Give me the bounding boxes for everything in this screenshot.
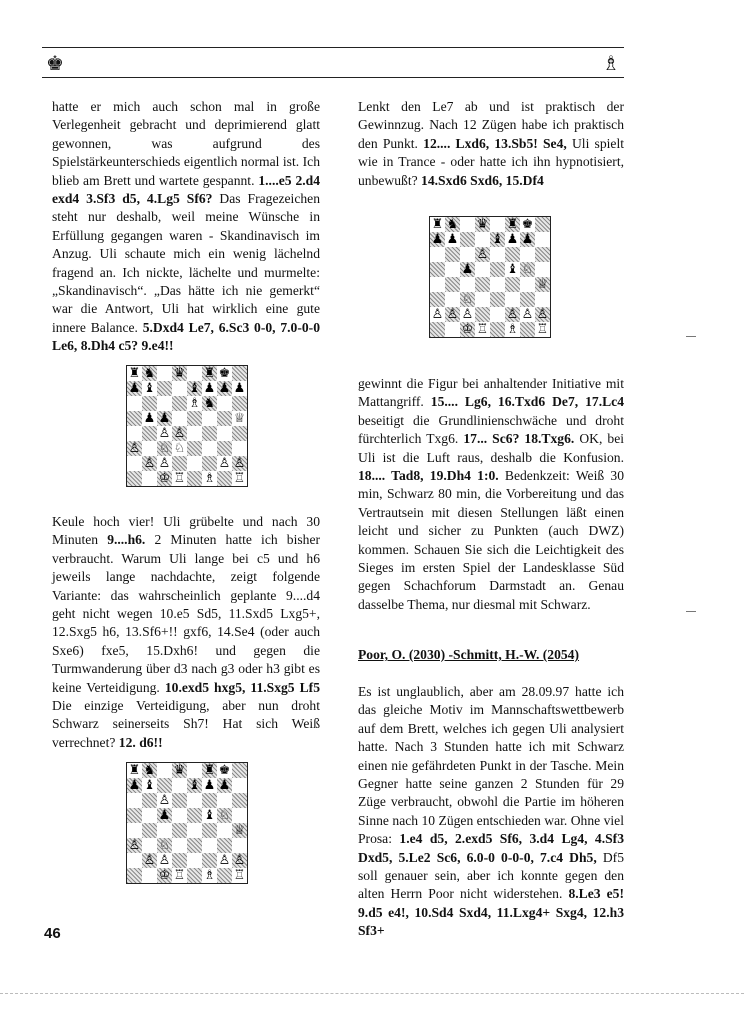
chess-piece-icon: ♟ bbox=[506, 232, 519, 247]
chess-diagram-1 bbox=[126, 365, 248, 485]
board-square bbox=[232, 838, 247, 853]
chess-piece-icon: ♔ bbox=[461, 322, 474, 337]
chess-piece-icon: ♖ bbox=[173, 471, 186, 486]
chess-piece-icon: ♙ bbox=[158, 426, 171, 441]
board-square bbox=[187, 471, 202, 486]
board-square bbox=[157, 396, 172, 411]
board-square bbox=[232, 763, 247, 778]
chess-piece-icon: ♛ bbox=[476, 217, 489, 232]
board-square bbox=[142, 823, 157, 838]
white-bishop-icon: ♗ bbox=[602, 53, 620, 75]
left-column-lower bbox=[52, 513, 320, 752]
text-run: hatte er mich auch schon mal in große Verlegenheit gebracht und deprimierend glatt gewonnen, was aufgrund des Spielstärkeunterschieds eigentlich normal ist. Ich blieb am Brett und wartete gespannt. bbox=[52, 99, 320, 188]
board-square bbox=[535, 247, 550, 262]
board-square bbox=[430, 247, 445, 262]
chess-piece-icon: ♝ bbox=[143, 778, 156, 793]
chess-piece-icon: ♚ bbox=[218, 763, 231, 778]
board-square bbox=[127, 793, 142, 808]
board-square bbox=[142, 396, 157, 411]
move-notation: 10.exd5 hxg5, 11.Sxg5 Lf5 bbox=[164, 679, 320, 695]
chess-piece-icon: ♘ bbox=[521, 262, 534, 277]
board-square bbox=[490, 277, 505, 292]
chess-piece-icon: ♙ bbox=[446, 307, 459, 322]
chess-piece-icon: ♙ bbox=[128, 441, 141, 456]
board-square bbox=[430, 292, 445, 307]
chess-piece-icon: ♔ bbox=[158, 471, 171, 486]
board-square bbox=[127, 426, 142, 441]
board-square bbox=[217, 471, 232, 486]
move-notation: 14.Sxd6 Sxd6, 15.Df4 bbox=[421, 172, 544, 188]
board-square bbox=[202, 411, 217, 426]
chess-piece-icon: ♗ bbox=[203, 868, 216, 883]
chess-piece-icon: ♙ bbox=[476, 247, 489, 262]
chess-piece-icon: ♕ bbox=[536, 277, 549, 292]
move-notation: 17... Sc6? 18.Txg6. bbox=[463, 431, 575, 447]
board-square bbox=[187, 763, 202, 778]
chess-piece-icon: ♙ bbox=[506, 307, 519, 322]
board-square bbox=[490, 217, 505, 232]
chess-piece-icon: ♞ bbox=[446, 217, 459, 232]
chess-diagram-3 bbox=[126, 762, 248, 882]
chess-piece-icon: ♟ bbox=[521, 232, 534, 247]
chess-piece-icon: ♚ bbox=[218, 366, 231, 381]
black-king-icon: ♚ bbox=[46, 53, 64, 75]
board-square bbox=[187, 411, 202, 426]
chess-piece-icon: ♝ bbox=[188, 381, 201, 396]
chess-piece-icon: ♘ bbox=[173, 441, 186, 456]
chess-piece-icon: ♟ bbox=[446, 232, 459, 247]
board-square bbox=[505, 277, 520, 292]
board-square bbox=[157, 366, 172, 381]
board-square bbox=[232, 808, 247, 823]
chess-piece-icon: ♙ bbox=[233, 853, 246, 868]
board-square bbox=[202, 793, 217, 808]
board-square bbox=[217, 411, 232, 426]
chess-piece-icon: ♟ bbox=[218, 381, 231, 396]
board-square bbox=[202, 456, 217, 471]
board-square bbox=[232, 396, 247, 411]
left-paragraph-1 bbox=[52, 98, 320, 356]
chess-piece-icon: ♜ bbox=[431, 217, 444, 232]
board-square bbox=[520, 322, 535, 337]
chess-piece-icon: ♗ bbox=[506, 322, 519, 337]
board-square bbox=[172, 411, 187, 426]
text-run: Das Fragezeichen steht nur deshalb, weil meine Wünsche in Erfüllung gegangen waren - Skandinavisch im Anzug. Uli schaute mich ein wenig lächelnd fragend an. Ich nickte, lächelte und murmelte: „Skandinavisch“. „Das hätte ich nie gemerkt“ war die Antwort, Uli hat wirklich eine gute innere Balance. bbox=[52, 191, 320, 335]
right-column bbox=[358, 98, 624, 190]
header-rule-lower bbox=[42, 77, 624, 78]
chess-piece-icon: ♟ bbox=[128, 778, 141, 793]
margin-mark bbox=[686, 336, 696, 337]
board-square bbox=[520, 247, 535, 262]
board-square bbox=[157, 763, 172, 778]
board-square bbox=[445, 262, 460, 277]
text-run: Df5 soll genauer sein, aber ich konnte gegen den alten Herrn Poor nicht widerstehen. bbox=[358, 849, 624, 902]
board-square bbox=[172, 838, 187, 853]
board-square bbox=[172, 381, 187, 396]
board-square bbox=[460, 247, 475, 262]
board-square bbox=[187, 793, 202, 808]
board-square bbox=[505, 292, 520, 307]
chess-piece-icon: ♟ bbox=[158, 411, 171, 426]
chess-piece-icon: ♛ bbox=[173, 763, 186, 778]
board-square bbox=[217, 838, 232, 853]
board-square bbox=[127, 396, 142, 411]
board-square bbox=[475, 277, 490, 292]
chess-piece-icon: ♟ bbox=[461, 262, 474, 277]
board-square bbox=[142, 838, 157, 853]
chess-piece-icon: ♘ bbox=[158, 441, 171, 456]
board-square bbox=[142, 426, 157, 441]
page-number: 46 bbox=[44, 925, 61, 942]
board-square bbox=[217, 868, 232, 883]
chess-piece-icon: ♜ bbox=[203, 763, 216, 778]
board-square bbox=[127, 411, 142, 426]
board-square bbox=[475, 292, 490, 307]
board-square bbox=[187, 441, 202, 456]
chess-piece-icon: ♘ bbox=[461, 292, 474, 307]
board-square bbox=[172, 456, 187, 471]
board-square bbox=[490, 307, 505, 322]
chess-piece-icon: ♗ bbox=[203, 471, 216, 486]
chess-piece-icon: ♝ bbox=[491, 232, 504, 247]
board-square bbox=[127, 868, 142, 883]
board-square bbox=[430, 322, 445, 337]
chess-piece-icon: ♗ bbox=[188, 396, 201, 411]
board-square bbox=[490, 247, 505, 262]
chess-piece-icon: ♙ bbox=[461, 307, 474, 322]
chess-piece-icon: ♖ bbox=[476, 322, 489, 337]
chess-piece-icon: ♙ bbox=[143, 853, 156, 868]
right-paragraph-2 bbox=[358, 375, 624, 614]
board-square bbox=[475, 262, 490, 277]
board-square bbox=[142, 808, 157, 823]
chess-piece-icon: ♝ bbox=[506, 262, 519, 277]
board-square bbox=[187, 426, 202, 441]
chess-piece-icon: ♞ bbox=[143, 366, 156, 381]
chess-piece-icon: ♙ bbox=[521, 307, 534, 322]
text-run: Keule hoch vier! Uli grübelte und nach 30 Minuten bbox=[52, 514, 320, 548]
chess-piece-icon: ♖ bbox=[233, 471, 246, 486]
board-square bbox=[157, 381, 172, 396]
chess-piece-icon: ♙ bbox=[233, 456, 246, 471]
chess-piece-icon: ♞ bbox=[143, 763, 156, 778]
move-notation: 15.... Lg6, 16.Txd6 De7, 17.Lc4 bbox=[430, 394, 624, 410]
chess-piece-icon: ♙ bbox=[431, 307, 444, 322]
move-notation: 12.... Lxd6, 13.Sb5! Se4, bbox=[423, 135, 567, 151]
right-paragraph-3 bbox=[358, 683, 624, 941]
board-square bbox=[460, 232, 475, 247]
chess-piece-icon: ♛ bbox=[173, 366, 186, 381]
text-run: OK, bei Uli ist die Luft raus, deshalb die Konfusion. bbox=[358, 431, 624, 465]
text-run: Es ist unglaublich, aber am 28.09.97 hatte ich das gleiche Motiv im Mannschaftswettbewerb auf dem Brett, welches ich gegen Uli analysiert hatte. Nach 3 Stunden hatte ich mit Schwarz einen nie gefährdeten Punkt in der Tasche. Mein Gegner hatte seine ganzen 2 Stunden für 29 Züge verbraucht, obwohl die Partie im höheren Sinne nach 10 Zügen entschieden war. Ohne viel Prosa: bbox=[358, 684, 624, 847]
board-square bbox=[187, 868, 202, 883]
board-square bbox=[535, 232, 550, 247]
board-square bbox=[475, 307, 490, 322]
board-square bbox=[187, 456, 202, 471]
chess-piece-icon: ♟ bbox=[233, 381, 246, 396]
move-notation: 18.... Tad8, 19.Dh4 1:0. bbox=[358, 468, 499, 484]
board-square bbox=[217, 426, 232, 441]
board-square bbox=[232, 793, 247, 808]
text-run: Die einzige Verteidigung, aber nun droht Schwarz seinerseits Sh7! Hat sich Weiß verrechnet? bbox=[52, 698, 320, 750]
board-square bbox=[187, 808, 202, 823]
chess-piece-icon: ♜ bbox=[203, 366, 216, 381]
chess-piece-icon: ♙ bbox=[218, 456, 231, 471]
board-square bbox=[430, 262, 445, 277]
page-bottom-edge bbox=[0, 993, 744, 994]
margin-mark bbox=[686, 611, 696, 612]
board-square bbox=[172, 793, 187, 808]
move-notation: 1....e5 2.d4 exd4 3.Sf3 d5, 4.Lg5 Sf6? bbox=[52, 172, 321, 207]
chess-piece-icon: ♕ bbox=[233, 823, 246, 838]
chess-piece-icon: ♙ bbox=[218, 853, 231, 868]
board-square bbox=[202, 426, 217, 441]
board-square bbox=[172, 823, 187, 838]
move-notation: 9....h6. bbox=[107, 532, 146, 548]
board-square bbox=[187, 853, 202, 868]
text-run: Uli spielt wie in Trance - oder hatte ich ihn hypnotisiert, unbewußt? bbox=[358, 135, 624, 188]
board-square bbox=[202, 838, 217, 853]
board-square bbox=[490, 292, 505, 307]
board-square bbox=[460, 217, 475, 232]
chess-piece-icon: ♟ bbox=[143, 411, 156, 426]
board-square bbox=[232, 778, 247, 793]
board-square bbox=[490, 322, 505, 337]
board-square bbox=[217, 823, 232, 838]
board-square bbox=[520, 277, 535, 292]
chess-piece-icon: ♜ bbox=[506, 217, 519, 232]
board-square bbox=[505, 247, 520, 262]
text-run: Bedenkzeit: Weiß 30 min, Schwarz 80 min, die Vorbereitung und das Vertrautsein mit diesen Stellungen läßt einen leicht und sicher zu Punkten (auch DWZ) kommen. Schauen Sie sich die Leichtigkeit des Sieges im ersten Spiel der Landesklasse Süd gegen Schachforum Darmstadt an. Genau dasselbe Thema, nur diesmal mit Schwarz. bbox=[358, 468, 624, 612]
chess-piece-icon: ♜ bbox=[128, 366, 141, 381]
board-square bbox=[187, 838, 202, 853]
board-square bbox=[202, 441, 217, 456]
right-paragraph-1 bbox=[358, 98, 624, 190]
board-square bbox=[142, 793, 157, 808]
chess-piece-icon: ♙ bbox=[536, 307, 549, 322]
board-square bbox=[142, 868, 157, 883]
move-notation: 5.Dxd4 Le7, 6.Sc3 0-0, 7.0-0-0 Le6, 8.Dh4 c5? 9.e4!! bbox=[52, 319, 320, 354]
chess-piece-icon: ♙ bbox=[158, 456, 171, 471]
board-square bbox=[172, 853, 187, 868]
game-heading: Poor, O. (2030) -Schmitt, H.-W. (2054) bbox=[358, 647, 580, 662]
board-square bbox=[217, 396, 232, 411]
chess-piece-icon: ♖ bbox=[233, 868, 246, 883]
board-square bbox=[475, 232, 490, 247]
board-square bbox=[445, 277, 460, 292]
board-square bbox=[490, 262, 505, 277]
board-square bbox=[127, 853, 142, 868]
chess-piece-icon: ♙ bbox=[158, 793, 171, 808]
chess-piece-icon: ♟ bbox=[203, 381, 216, 396]
board-square bbox=[187, 823, 202, 838]
board-square bbox=[127, 456, 142, 471]
chess-piece-icon: ♝ bbox=[143, 381, 156, 396]
chess-piece-icon: ♙ bbox=[128, 838, 141, 853]
board-square bbox=[535, 217, 550, 232]
board-square bbox=[127, 823, 142, 838]
text-run: gewinnt die Figur bei anhaltender Initiative mit Mattangriff. bbox=[358, 376, 624, 410]
board-square bbox=[232, 366, 247, 381]
board-square bbox=[445, 247, 460, 262]
board-square bbox=[535, 292, 550, 307]
board-square bbox=[217, 793, 232, 808]
board-square bbox=[127, 808, 142, 823]
board-square bbox=[127, 471, 142, 486]
board-square bbox=[445, 322, 460, 337]
chess-piece-icon: ♝ bbox=[203, 808, 216, 823]
chess-piece-icon: ♖ bbox=[173, 868, 186, 883]
chess-piece-icon: ♟ bbox=[431, 232, 444, 247]
move-notation: 8.Le3 e5! 9.d5 e4!, 10.Sd4 Sxd4, 11.Lxg4+ Sxg4, 12.h3 Sf3+ bbox=[358, 886, 624, 939]
chess-piece-icon: ♟ bbox=[158, 808, 171, 823]
chess-piece-icon: ♙ bbox=[143, 456, 156, 471]
board-square bbox=[232, 441, 247, 456]
chess-piece-icon: ♟ bbox=[128, 381, 141, 396]
board-square bbox=[460, 277, 475, 292]
board-square bbox=[535, 262, 550, 277]
board-square bbox=[202, 823, 217, 838]
chess-piece-icon: ♖ bbox=[536, 322, 549, 337]
left-paragraph-2 bbox=[52, 513, 320, 752]
board-square bbox=[430, 277, 445, 292]
chess-piece-icon: ♙ bbox=[173, 426, 186, 441]
board-square bbox=[520, 292, 535, 307]
board-square bbox=[172, 778, 187, 793]
move-notation: 1.e4 d5, 2.exd5 Sf6, 3.d4 Lg4, 4.Sf3 Dxd5, 5.Le2 Sc6, 6.0-0 0-0-0, 7.c4 Dh5, bbox=[358, 831, 625, 865]
header-rule bbox=[42, 47, 624, 48]
chess-piece-icon: ♜ bbox=[128, 763, 141, 778]
text-run: beseitigt die Grundlinienschwäche und droht fürchterlich Txg6. bbox=[358, 412, 624, 447]
chess-piece-icon: ♟ bbox=[218, 778, 231, 793]
chess-piece-icon: ♝ bbox=[188, 778, 201, 793]
chess-piece-icon: ♔ bbox=[158, 868, 171, 883]
chess-piece-icon: ♟ bbox=[203, 778, 216, 793]
right-column-lower bbox=[358, 683, 624, 941]
chess-piece-icon: ♕ bbox=[233, 411, 246, 426]
text-run: 2 Minuten hatte ich bisher verbraucht. Warum Uli lange bei c5 und h6 jeweils lange nachdachte, zeigt folgende Variante: das wahrscheinlich geplante 9....d4 geht nicht wegen 10.e5 Sd5, 11.Sxd5 Lxg5+, 12.Sxg5 h6, 13.Sf6+!! gxf6, 14.Se4 (oder auch Sxe6) fxe5, 15.Dxh6! und gegen die Turmwanderung über d3 nach g3 oder h3 gibt es keine Verteidigung. bbox=[52, 532, 320, 695]
board-square bbox=[157, 823, 172, 838]
chess-piece-icon: ♞ bbox=[203, 396, 216, 411]
board-square bbox=[187, 366, 202, 381]
board-square bbox=[172, 396, 187, 411]
board-square bbox=[142, 471, 157, 486]
board-square bbox=[232, 426, 247, 441]
board-square bbox=[172, 808, 187, 823]
chess-piece-icon: ♚ bbox=[521, 217, 534, 232]
chess-piece-icon: ♘ bbox=[218, 808, 231, 823]
right-column-middle bbox=[358, 375, 624, 614]
text-run: Lenkt den Le7 ab und ist praktisch der Gewinnzug. Nach 12 Zügen habe ich praktisch den Punkt. bbox=[358, 99, 624, 151]
board-square bbox=[142, 441, 157, 456]
chess-piece-icon: ♙ bbox=[158, 853, 171, 868]
board-square bbox=[445, 292, 460, 307]
board-square bbox=[157, 778, 172, 793]
move-notation: 12. d6!! bbox=[118, 734, 163, 750]
board-square bbox=[202, 853, 217, 868]
left-column bbox=[52, 98, 320, 356]
chess-diagram-2 bbox=[429, 216, 551, 336]
board-square bbox=[217, 441, 232, 456]
chess-piece-icon: ♘ bbox=[158, 838, 171, 853]
